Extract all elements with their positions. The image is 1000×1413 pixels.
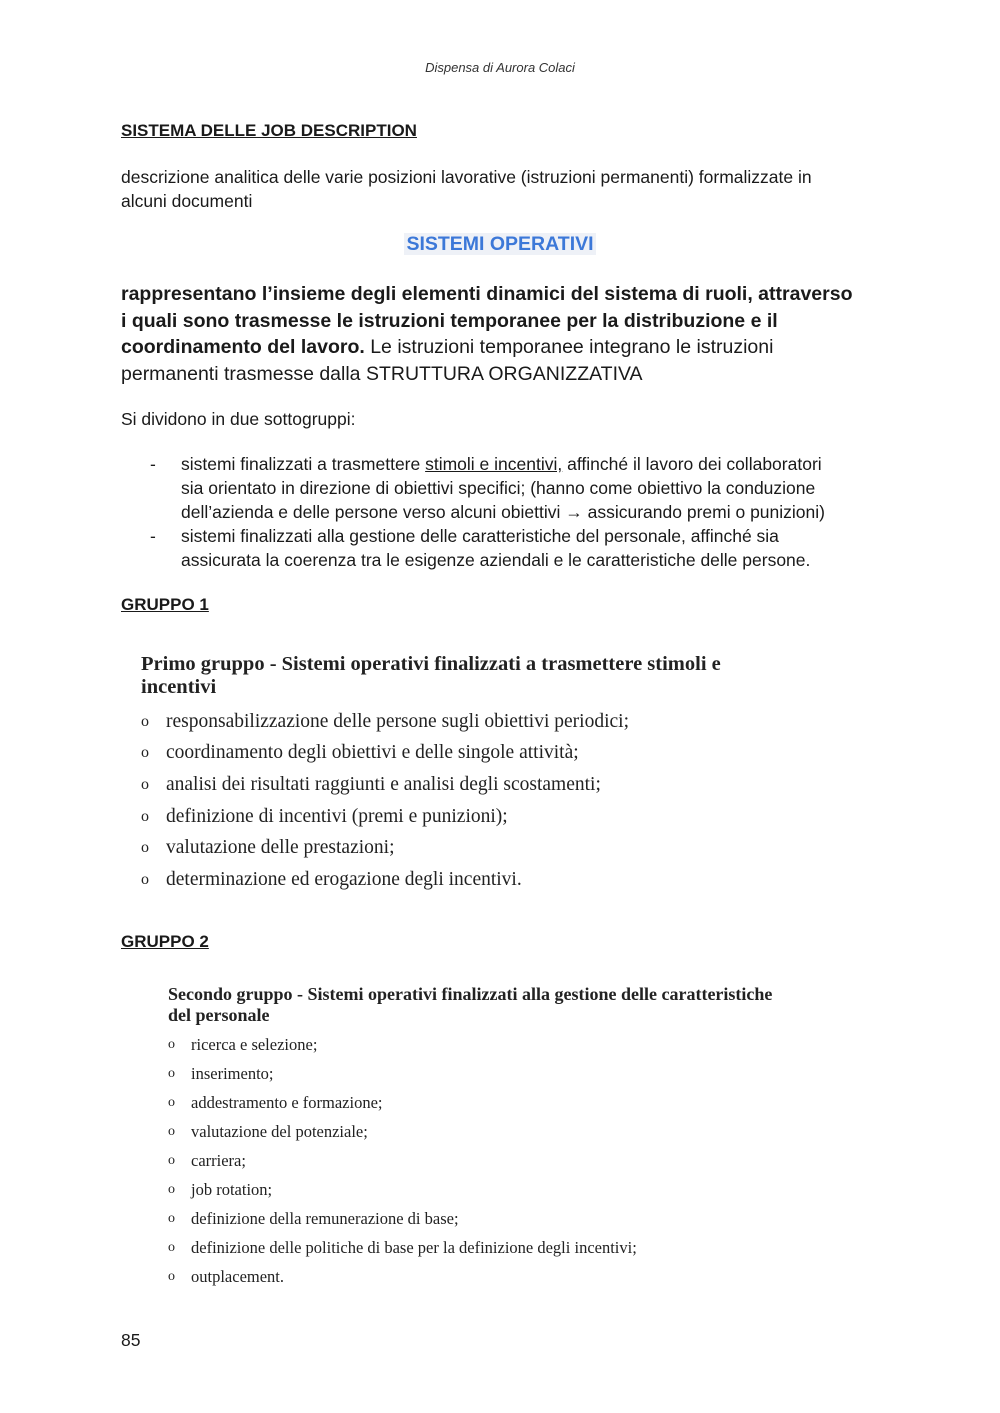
page-header: Dispensa di Aurora Colaci: [425, 60, 575, 75]
bullet1-line3: dell’azienda e delle persone verso alcuni obiettivi → assicurando premi o punizioni): [181, 502, 825, 522]
circle-bullet-icon: o: [168, 1210, 175, 1226]
list-item: [141, 801, 629, 833]
job-description-text: [121, 165, 901, 213]
dash-bullet: -: [150, 454, 156, 474]
intro-line4: permanenti trasmesse dalla STRUTTURA ORGANIZZATIVA: [121, 362, 643, 385]
group1-item: definizione di incentivi (premi e punizioni);: [166, 805, 508, 827]
group2-item: carriera;: [191, 1151, 246, 1170]
group2-item: definizione della remunerazione di base;: [191, 1208, 459, 1228]
circle-bullet-icon: o: [141, 807, 149, 825]
job-description-line2: alcuni documenti: [121, 191, 253, 211]
intro-rest-line3: Le istruzioni temporanee integrano le istruzioni: [364, 336, 774, 358]
circle-bullet-icon: o: [168, 1153, 175, 1168]
bullet2-line2: assicurata la coerenza tra le esigenze aziendali e le caratteristiche delle persone.: [181, 550, 811, 570]
list-item: [168, 1262, 637, 1291]
sistemi-operativi-title: [0, 233, 1000, 256]
group1-title: [141, 653, 821, 699]
subgroups-intro: Si dividono in due sottogruppi:: [121, 409, 356, 429]
group2-item: valutazione del potenziale;: [191, 1122, 368, 1142]
intro-bold-line1: rappresentano l’insieme degli elementi dinamici del sistema di ruoli, attraverso: [121, 283, 853, 305]
group2-item: ricerca e selezione;: [191, 1035, 318, 1055]
group1-item: responsabilizzazione delle persone sugli obiettivi periodici;: [166, 710, 629, 732]
circle-bullet-icon: o: [141, 870, 149, 888]
circle-bullet-icon: o: [168, 1181, 175, 1197]
group2-title-line2: del personale: [168, 1005, 270, 1025]
circle-bullet-icon: o: [141, 839, 149, 857]
group2-list: [168, 1031, 637, 1291]
bullet1-post: affinché il lavoro dei collaboratori: [562, 454, 822, 474]
group1-item: analisi dei risultati raggiunti e analisi degli scostamenti;: [166, 773, 601, 795]
list-item: [121, 452, 881, 524]
group2-title-line1: Secondo gruppo - Sistemi operativi finalizzati alla gestione delle caratteristiche: [168, 984, 773, 1004]
gruppo2-heading: GRUPPO 2: [121, 932, 209, 951]
list-item: [121, 524, 881, 572]
circle-bullet-icon: o: [168, 1066, 175, 1082]
list-item: [168, 1233, 637, 1262]
bullet1-pre: sistemi finalizzati a trasmettere: [181, 454, 426, 474]
list-item: [141, 769, 629, 801]
bullet-list: [121, 452, 881, 572]
group2-item: addestramento e formazione;: [191, 1093, 383, 1113]
circle-bullet-icon: o: [168, 1095, 175, 1111]
group1-item: determinazione ed erogazione degli incentivi.: [166, 868, 522, 890]
list-item: [168, 1060, 637, 1089]
job-description-line1: descrizione analitica delle varie posizioni lavorative (istruzioni permanenti) formalizzate in: [121, 167, 812, 187]
circle-bullet-icon: o: [168, 1268, 175, 1284]
intro-bold-line3: coordinamento del lavoro.: [121, 336, 365, 358]
list-item: [168, 1147, 637, 1176]
group1-title-line1: Primo gruppo - Sistemi operativi finalizzati a trasmettere stimoli e: [141, 653, 721, 675]
group1-title-line2: incentivi: [141, 676, 217, 698]
group2-item: outplacement.: [191, 1266, 285, 1286]
list-item: [168, 1031, 637, 1060]
dash-bullet: -: [150, 526, 156, 546]
circle-bullet-icon: o: [168, 1239, 175, 1255]
page-number: 85: [121, 1330, 141, 1350]
group2-item: inserimento;: [191, 1064, 274, 1084]
intro-paragraph: [121, 281, 891, 387]
list-item: [141, 832, 629, 864]
circle-bullet-icon: o: [168, 1037, 175, 1053]
list-item: [168, 1118, 637, 1147]
group1-list: [141, 706, 629, 896]
list-item: [141, 738, 629, 770]
list-item: [141, 864, 629, 896]
list-item: [141, 706, 629, 738]
bullet1-line2: sia orientato in direzione di obiettivi specifici; (hanno come obiettivo la conduzione: [181, 478, 816, 498]
circle-bullet-icon: o: [141, 775, 149, 793]
title-text: SISTEMI OPERATIVI: [406, 233, 594, 255]
circle-bullet-icon: o: [168, 1124, 175, 1140]
gruppo1-heading: GRUPPO 1: [121, 595, 209, 614]
bullet1-underlined: stimoli e incentivi,: [425, 454, 563, 474]
intro-bold-line2: i quali sono trasmesse le istruzioni temporanee per la distribuzione e il: [121, 309, 778, 332]
list-item: [168, 1204, 637, 1233]
group1-item: valutazione delle prestazioni;: [166, 837, 395, 859]
bullet2-line1: sistemi finalizzati alla gestione delle caratteristiche del personale, affinché sia: [181, 526, 779, 546]
circle-bullet-icon: o: [141, 744, 149, 762]
group1-item: coordinamento degli obiettivi e delle singole attività;: [166, 742, 579, 764]
group2-item: job rotation;: [191, 1179, 273, 1199]
job-description-heading: SISTEMA DELLE JOB DESCRIPTION: [121, 121, 417, 140]
circle-bullet-icon: o: [141, 712, 149, 730]
group2-title: [168, 984, 888, 1026]
list-item: [168, 1175, 637, 1204]
list-item: [168, 1089, 637, 1118]
group2-item: definizione delle politiche di base per la definizione degli incentivi;: [191, 1237, 637, 1257]
